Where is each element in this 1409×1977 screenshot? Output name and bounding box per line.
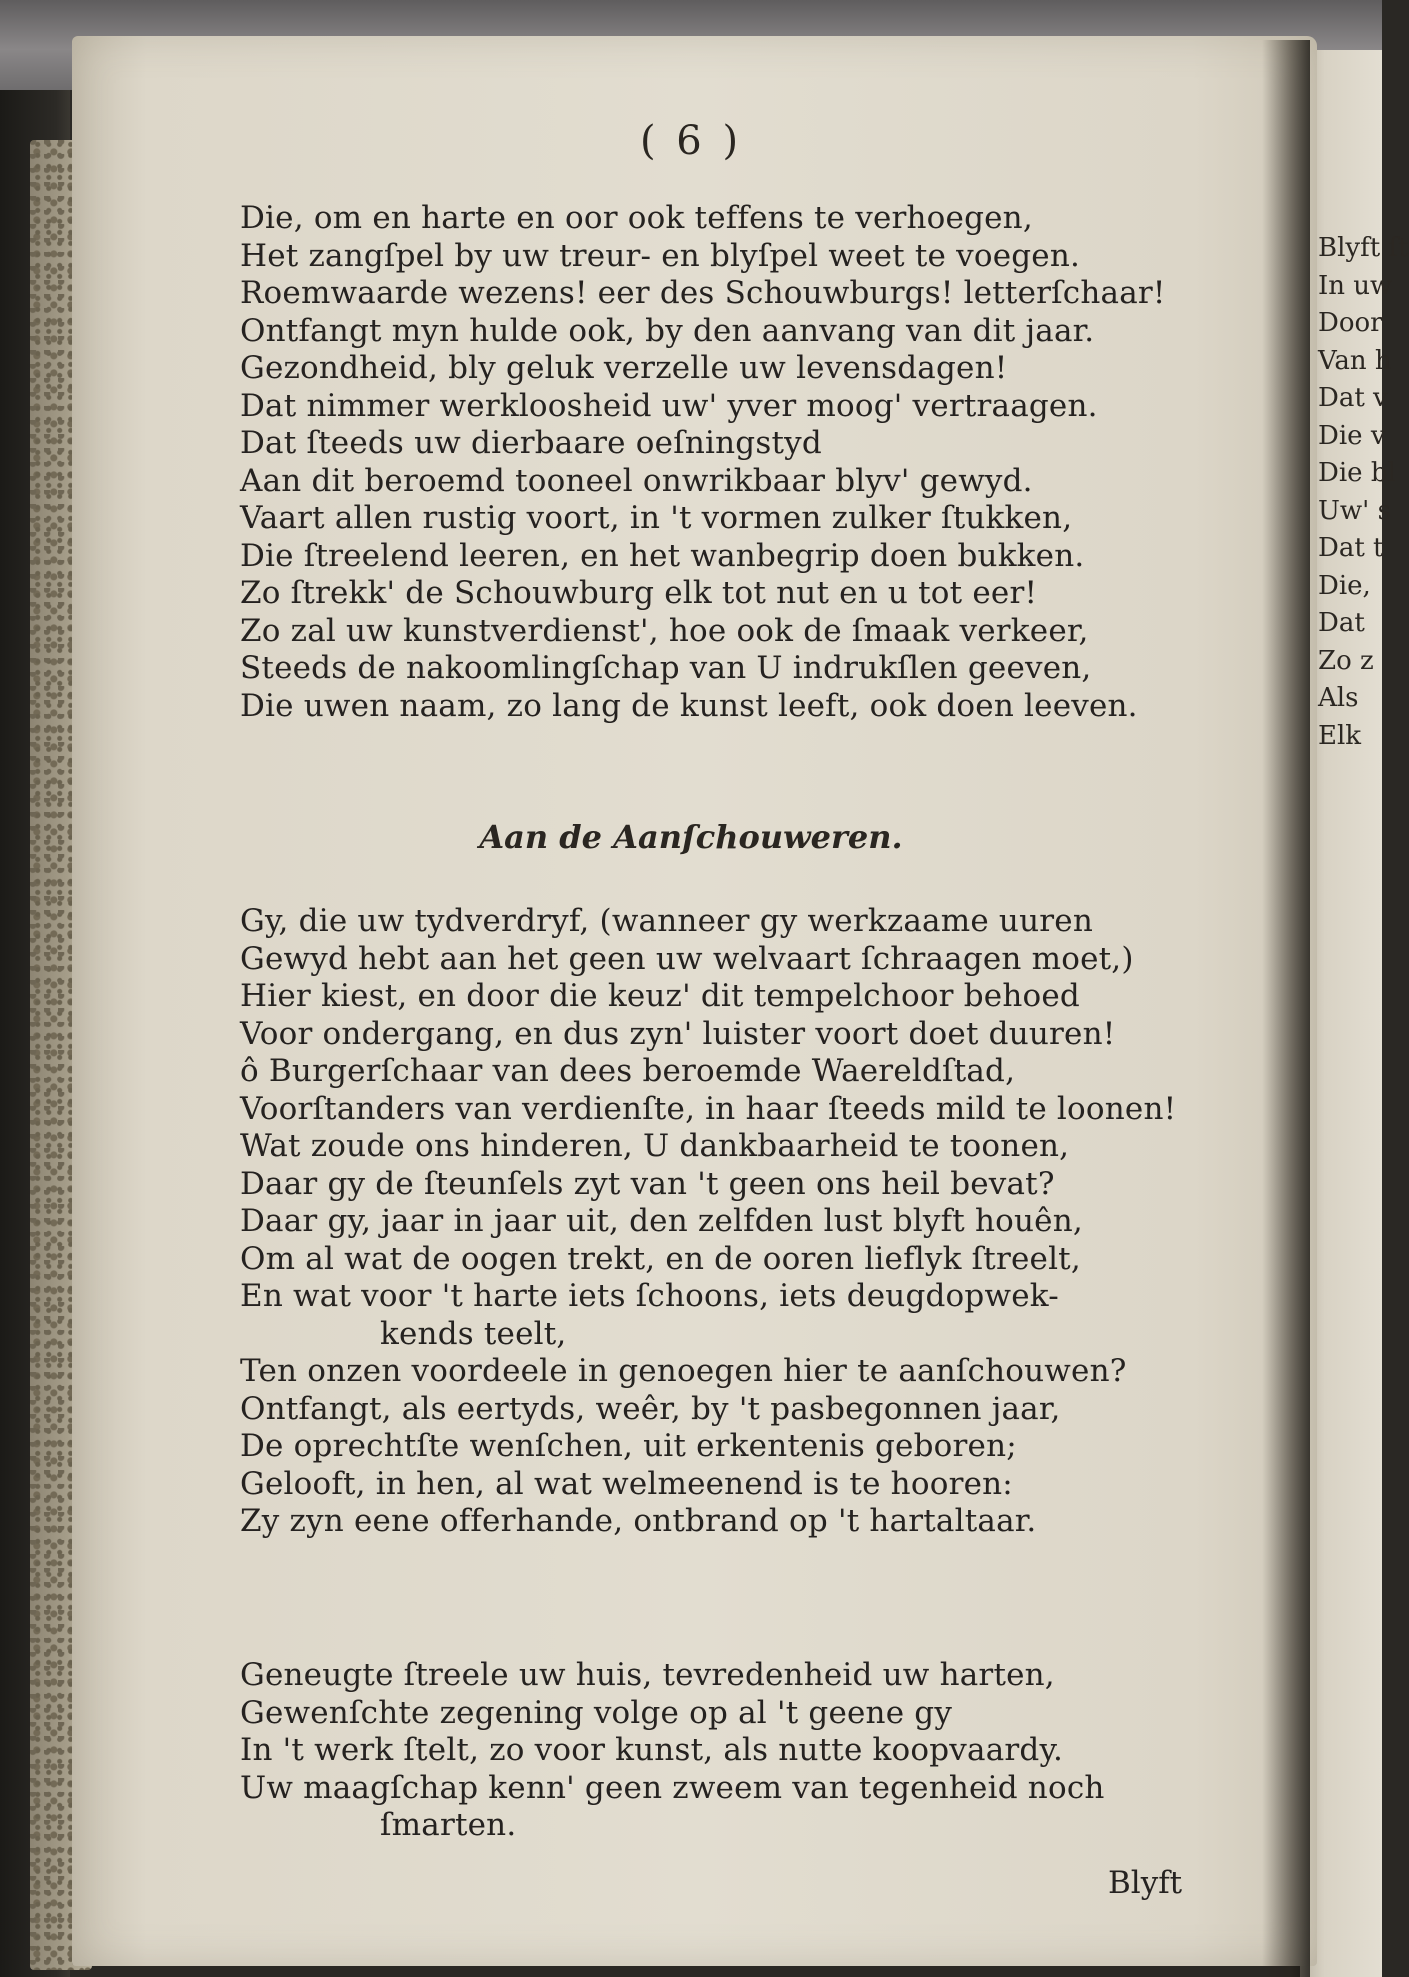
facing-line: Als	[1318, 683, 1359, 713]
verse-line: Vaart allen rustig voort, in 't vormen zulker ſtukken,	[240, 500, 1073, 536]
verse-line: Het zangſpel by uw treur- en blyſpel weet te voegen.	[240, 237, 1081, 274]
verse-line: ô Burgerſchaar van dees beroemde Waereldſtad,	[240, 1053, 1016, 1089]
page-number: ( 6 )	[639, 118, 743, 164]
facing-line: Uw' s	[1318, 495, 1391, 526]
verse-line: Die, om en harte en oor ook teffens te verhoegen,	[240, 200, 1033, 236]
verse-line: Gewyd hebt aan het geen uw welvaart ſchraagen moet,)	[240, 940, 1134, 977]
facing-line: Van h	[1318, 345, 1392, 376]
verse-line: Geneugte ſtreele uw huis, tevredenheid uw harten,	[240, 1657, 1055, 1693]
verse-line: Ontfangt, als eertyds, weêr, by 't pasbegonnen jaar,	[240, 1390, 1061, 1427]
section-heading: Aan de Aanſchouweren.	[479, 818, 903, 856]
verse-line: Voorſtanders van verdienſte, in haar ſteeds mild te loonen!	[240, 1090, 1177, 1127]
verse-line: Ten onzen voordeele in genoegen hier te aanſchouwen?	[240, 1353, 1127, 1389]
verse-line: Aan dit beroemd tooneel onwrikbaar blyv' gewyd.	[240, 462, 1033, 499]
verse-line: Ontfangt myn hulde ook, by den aanvang van dit jaar.	[240, 312, 1095, 349]
facing-line: Zo z	[1318, 645, 1374, 676]
verse-line: Zy zyn eene offerhande, ontbrand op 't hartaltaar.	[240, 1503, 1037, 1539]
facing-line: Die bl	[1318, 458, 1396, 488]
verse-line: De oprechtſte wenſchen, uit erkentenis geboren;	[240, 1428, 1017, 1464]
verse-line-continuation: kends teelt,	[380, 1315, 567, 1352]
verse-line: Gy, die uw tydverdryf, (wanneer gy werkzaame uuren	[240, 903, 1093, 939]
facing-line: Elk	[1318, 720, 1362, 751]
facing-line: Dat v	[1318, 383, 1388, 413]
facing-line: Die v	[1318, 420, 1386, 451]
verse-line: In 't werk ſtelt, zo voor kunst, als nutte koopvaardy.	[240, 1732, 1064, 1768]
verse-line: Dat ſteeds uw dierbaare oeſningstyd	[240, 425, 822, 461]
catchword: Blyft	[1108, 1865, 1183, 1901]
verse-line: Zo ſtrekk' de Schouwburg elk tot nut en u tot eer!	[240, 575, 1038, 611]
verse-line: Daar gy de ſteunſels zyt van 't geen ons heil bevat?	[240, 1165, 1055, 1202]
page-gutter-shadow	[1262, 40, 1310, 1977]
facing-line: In uw	[1318, 270, 1393, 301]
facing-line: Blyft ſt	[1318, 233, 1409, 263]
verse-line: Om al wat de oogen trekt, en de ooren lieflyk ſtreelt,	[240, 1240, 1081, 1277]
verse-line: Zo zal uw kunstverdienst', hoe ook de ſmaak verkeer,	[240, 612, 1089, 649]
verse-line: Gewenſchte zegening volge op al 't geene gy	[240, 1694, 953, 1731]
verse-line: En wat voor 't harte iets ſchoons, iets deugdopwek-	[240, 1278, 1059, 1314]
facing-page-text	[1318, 230, 1409, 755]
stanza-2	[240, 903, 1220, 1541]
verse-line: Steeds de nakoomlingſchap van U indrukſlen geeven,	[240, 650, 1092, 686]
verse-line: Die ſtreelend leeren, en het wanbegrip doen bukken.	[240, 537, 1085, 574]
stanza-1	[240, 200, 1220, 725]
verse-line: Roemwaarde wezens! eer des Schouwburgs! letterſchaar!	[240, 275, 1166, 311]
verse-line: Daar gy, jaar in jaar uit, den zelfden lust blyft houên,	[240, 1203, 1083, 1239]
verse-line: Wat zoude ons hinderen, U dankbaarheid te toonen,	[240, 1128, 1070, 1164]
verse-line: Dat nimmer werkloosheid uw' yver moog' vertraagen.	[240, 387, 1098, 424]
facing-line: Dat t	[1318, 533, 1384, 563]
facing-line: Door	[1318, 308, 1383, 338]
verse-line: Die uwen naam, zo lang de kunst leeft, ook doen leeven.	[240, 687, 1138, 724]
verse-line: Gelooft, in hen, al wat welmeenend is te hooren:	[240, 1465, 1013, 1502]
verse-line: Uw maagſchap kenn' geen zweem van tegenheid noch	[240, 1769, 1105, 1806]
facing-line: Dat	[1318, 608, 1365, 638]
verse-line: Hier kiest, en door die keuz' dit tempelchoor behoed	[240, 978, 1080, 1014]
verse-line: Gezondheid, bly geluk verzelle uw levensdagen!	[240, 350, 1008, 386]
verse-line-continuation: ſmarten.	[380, 1807, 517, 1843]
verse-line: Voor ondergang, en dus zyn' luister voort doet duuren!	[240, 1015, 1116, 1052]
facing-line: Die,	[1318, 570, 1371, 601]
stanza-3	[240, 1657, 1220, 1845]
